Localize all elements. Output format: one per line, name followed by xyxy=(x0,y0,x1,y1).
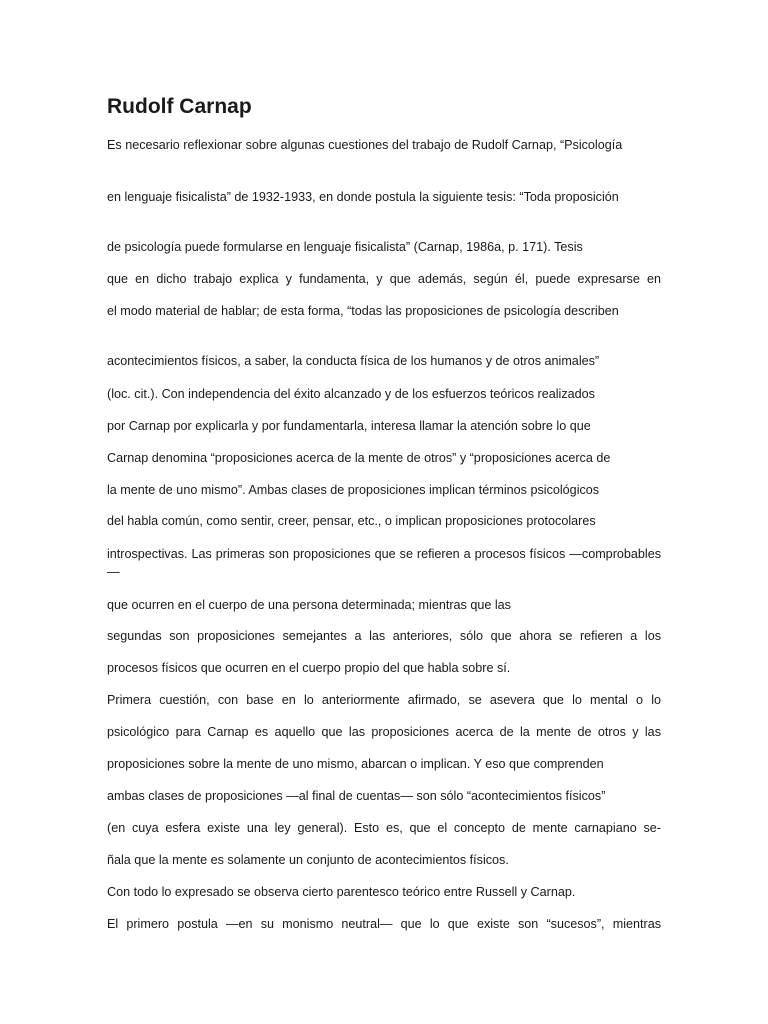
paragraph-16: Primera cuestión, con base en lo anteriormente afirmado, se asevera que lo mental o lo xyxy=(107,693,661,707)
paragraph-23: El primero postula —en su monismo neutral— que lo que existe son “sucesos”, mientras xyxy=(107,917,661,931)
paragraph-17: psicológico para Carnap es aquello que las proposiciones acerca de la mente de otros y las xyxy=(107,725,661,739)
paragraph-11: del habla común, como sentir, creer, pensar, etc., o implican proposiciones protocolares xyxy=(107,514,596,528)
paragraph-14: segundas son proposiciones semejantes a las anteriores, sólo que ahora se refieren a los xyxy=(107,629,661,643)
paragraph-6: acontecimientos físicos, a saber, la conducta física de los humanos y de otros animales” xyxy=(107,354,600,368)
document-title: Rudolf Carnap xyxy=(107,95,252,118)
paragraph-10: la mente de uno mismo”. Ambas clases de proposiciones implican términos psicológicos xyxy=(107,483,600,497)
paragraph-3: de psicología puede formularse en lenguaje fisicalista” (Carnap, 1986a, p. 171). Tesis xyxy=(107,240,583,254)
paragraph-5: el modo material de hablar; de esta forma, “todas las proposiciones de psicología describen xyxy=(107,304,619,318)
paragraph-9: Carnap denomina “proposiciones acerca de la mente de otros” y “proposiciones acerca de xyxy=(107,451,611,465)
paragraph-21: ñala que la mente es solamente un conjunto de acontecimientos físicos. xyxy=(107,853,509,867)
paragraph-19: ambas clases de proposiciones —al final de cuentas— son sólo “acontecimientos físicos” xyxy=(107,789,606,803)
document-page xyxy=(107,0,661,1024)
paragraph-20: (en cuya esfera existe una ley general). Esto es, que el concepto de mente carnapiano se- xyxy=(107,821,661,835)
paragraph-22: Con todo lo expresado se observa cierto parentesco teórico entre Russell y Carnap. xyxy=(107,885,576,899)
paragraph-13: que ocurren en el cuerpo de una persona determinada; mientras que las xyxy=(107,598,511,612)
paragraph-2: en lenguaje fisicalista” de 1932-1933, en donde postula la siguiente tesis: “Toda proposición xyxy=(107,190,619,204)
paragraph-8: por Carnap por explicarla y por fundamentarla, interesa llamar la atención sobre lo que xyxy=(107,419,591,433)
paragraph-7: (loc. cit.). Con independencia del éxito alcanzado y de los esfuerzos teóricos realizados xyxy=(107,387,595,401)
paragraph-1: Es necesario reflexionar sobre algunas cuestiones del trabajo de Rudolf Carnap, “Psicología xyxy=(107,138,623,152)
paragraph-15: procesos físicos que ocurren en el cuerpo propio del que habla sobre sí. xyxy=(107,661,511,675)
paragraph-12: introspectivas. Las primeras son proposiciones que se refieren a procesos físicos —comprobables— xyxy=(107,547,661,579)
paragraph-4: que en dicho trabajo explica y fundamenta, y que además, según él, puede expresarse en xyxy=(107,272,661,286)
paragraph-18: proposiciones sobre la mente de uno mismo, abarcan o implican. Y eso que comprenden xyxy=(107,757,604,771)
